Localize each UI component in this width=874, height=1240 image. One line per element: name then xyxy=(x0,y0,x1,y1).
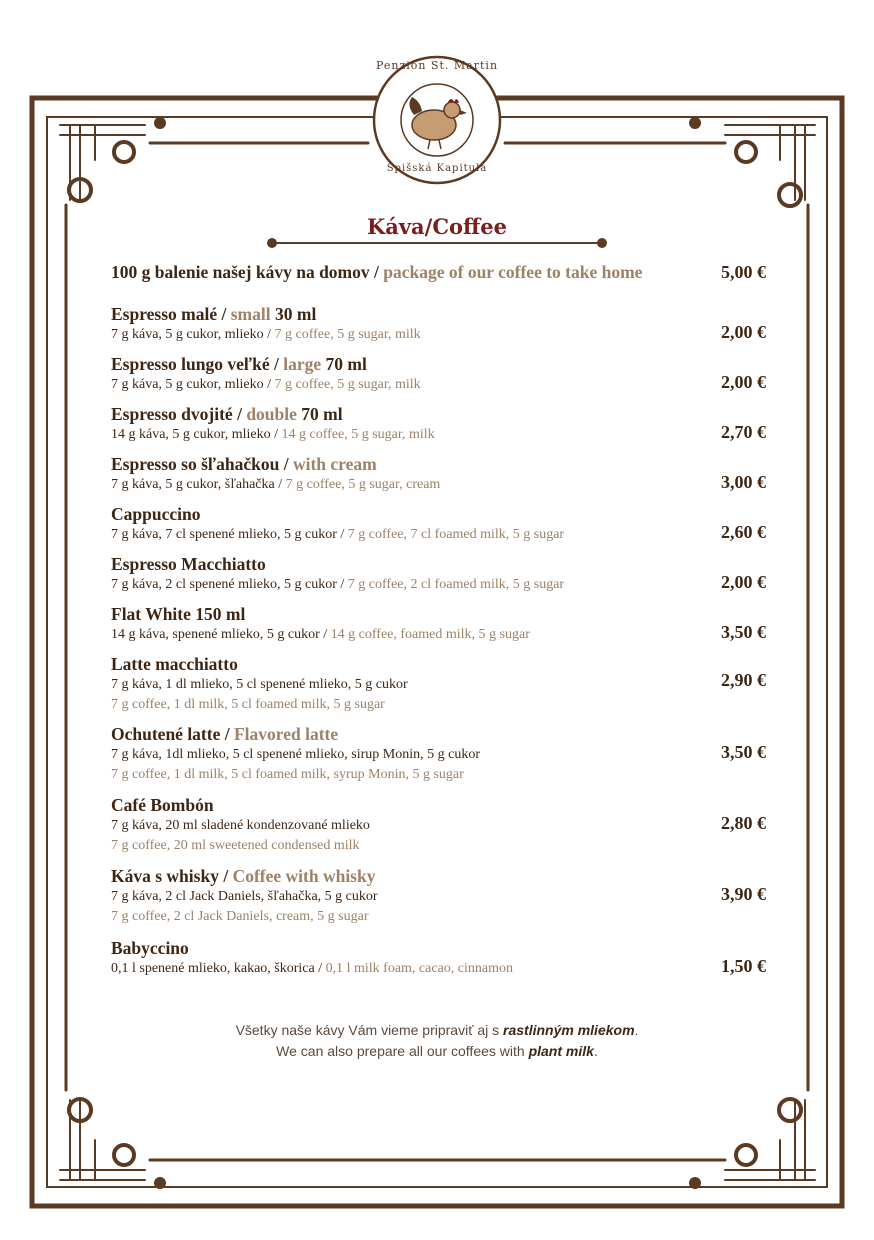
item-name: Espresso dvojité / double 70 ml xyxy=(111,404,343,424)
item-description-en: 7 g coffee, 2 cl Jack Daniels, cream, 5 g sugar xyxy=(111,909,369,924)
item-name: Espresso lungo veľké / large 70 ml xyxy=(111,354,367,374)
item-name: Babyccino xyxy=(111,938,189,958)
logo xyxy=(372,55,502,185)
item-price: 5,00 € xyxy=(721,262,766,282)
item-description-sk: 7 g káva, 2 cl Jack Daniels, šľahačka, 5 g cukor xyxy=(111,889,378,904)
item-description: 7 g káva, 2 cl spenené mlieko, 5 g cukor / 7 g coffee, 2 cl foamed milk, 5 g sugar xyxy=(111,577,565,592)
item-price: 3,00 € xyxy=(721,472,766,492)
plant-milk-note xyxy=(0,1020,874,1062)
item-name: Ochutené latte / Flavored latte xyxy=(111,724,339,744)
item-name: Espresso malé / small 30 ml xyxy=(111,304,317,324)
note-sk: Všetky naše kávy Vám vieme pripraviť aj s rastlinným mliekom. xyxy=(235,1022,639,1038)
item-description-sk: 7 g káva, 1 dl mlieko, 5 cl spenené mlieko, 5 g cukor xyxy=(111,677,408,692)
note-en: We can also prepare all our coffees with plant milk. xyxy=(276,1043,598,1059)
item-description: 14 g káva, spenené mlieko, 5 g cukor / 14 g coffee, foamed milk, 5 g sugar xyxy=(111,627,530,642)
item-description: 7 g káva, 7 cl spenené mlieko, 5 g cukor / 7 g coffee, 7 cl foamed milk, 5 g sugar xyxy=(111,527,565,542)
item-price: 2,00 € xyxy=(721,372,766,392)
item-name: Flat White 150 ml xyxy=(111,604,246,624)
item-name: Espresso so šľahačkou / with cream xyxy=(111,454,377,474)
item-name: 100 g balenie našej kávy na domov / package of our coffee to take home xyxy=(111,262,643,282)
item-description: 0,1 l spenené mlieko, kakao, škorica / 0,1 l milk foam, cacao, cinnamon xyxy=(111,961,513,976)
menu-item xyxy=(111,604,766,645)
menu-item xyxy=(111,454,766,495)
menu-item xyxy=(111,304,766,345)
menu-item xyxy=(111,404,766,445)
menu-item xyxy=(111,866,766,927)
item-price: 3,90 € xyxy=(721,884,766,904)
item-description-en: 7 g coffee, 1 dl milk, 5 cl foamed milk, syrup Monin, 5 g sugar xyxy=(111,767,464,782)
item-price: 2,60 € xyxy=(721,522,766,542)
item-name: Cappuccino xyxy=(111,504,201,524)
item-price: 2,00 € xyxy=(721,322,766,342)
item-name: Espresso Macchiatto xyxy=(111,554,266,574)
menu-item xyxy=(111,262,766,283)
item-description: 14 g káva, 5 g cukor, mlieko / 14 g coffee, 5 g sugar, milk xyxy=(111,427,435,442)
logo-text-bottom: Spišská Kapitula xyxy=(386,163,488,174)
menu-item xyxy=(111,724,766,785)
menu-item xyxy=(111,504,766,545)
item-price: 3,50 € xyxy=(721,742,766,762)
item-description: 7 g káva, 5 g cukor, mlieko / 7 g coffee, 5 g sugar, milk xyxy=(111,327,421,342)
item-price: 3,50 € xyxy=(721,622,766,642)
item-price: 2,90 € xyxy=(721,670,766,690)
menu-item xyxy=(111,554,766,595)
item-name: Latte macchiatto xyxy=(111,654,238,674)
item-name: Café Bombón xyxy=(111,795,214,815)
item-description-sk: 7 g káva, 1dl mlieko, 5 cl spenené mlieko, sirup Monin, 5 g cukor xyxy=(111,747,480,762)
item-price: 2,80 € xyxy=(721,813,766,833)
item-description-en: 7 g coffee, 20 ml sweetened condensed milk xyxy=(111,838,360,853)
item-price: 1,50 € xyxy=(721,956,766,976)
menu-item xyxy=(111,654,766,715)
menu-item xyxy=(111,795,766,856)
item-description: 7 g káva, 5 g cukor, mlieko / 7 g coffee, 5 g sugar, milk xyxy=(111,377,421,392)
item-price: 2,00 € xyxy=(721,572,766,592)
logo-text-top: Penzión St. Martin xyxy=(375,59,499,72)
item-description-sk: 7 g káva, 20 ml sladené kondenzované mlieko xyxy=(111,818,370,833)
item-description-en: 7 g coffee, 1 dl milk, 5 cl foamed milk, 5 g sugar xyxy=(111,697,385,712)
item-price: 2,70 € xyxy=(721,422,766,442)
item-name: Káva s whisky / Coffee with whisky xyxy=(111,866,376,886)
menu-item xyxy=(111,938,766,979)
item-description: 7 g káva, 5 g cukor, šľahačka / 7 g coffee, 5 g sugar, cream xyxy=(111,477,441,492)
menu-item xyxy=(111,354,766,395)
page-title: Káva/Coffee xyxy=(366,214,508,239)
